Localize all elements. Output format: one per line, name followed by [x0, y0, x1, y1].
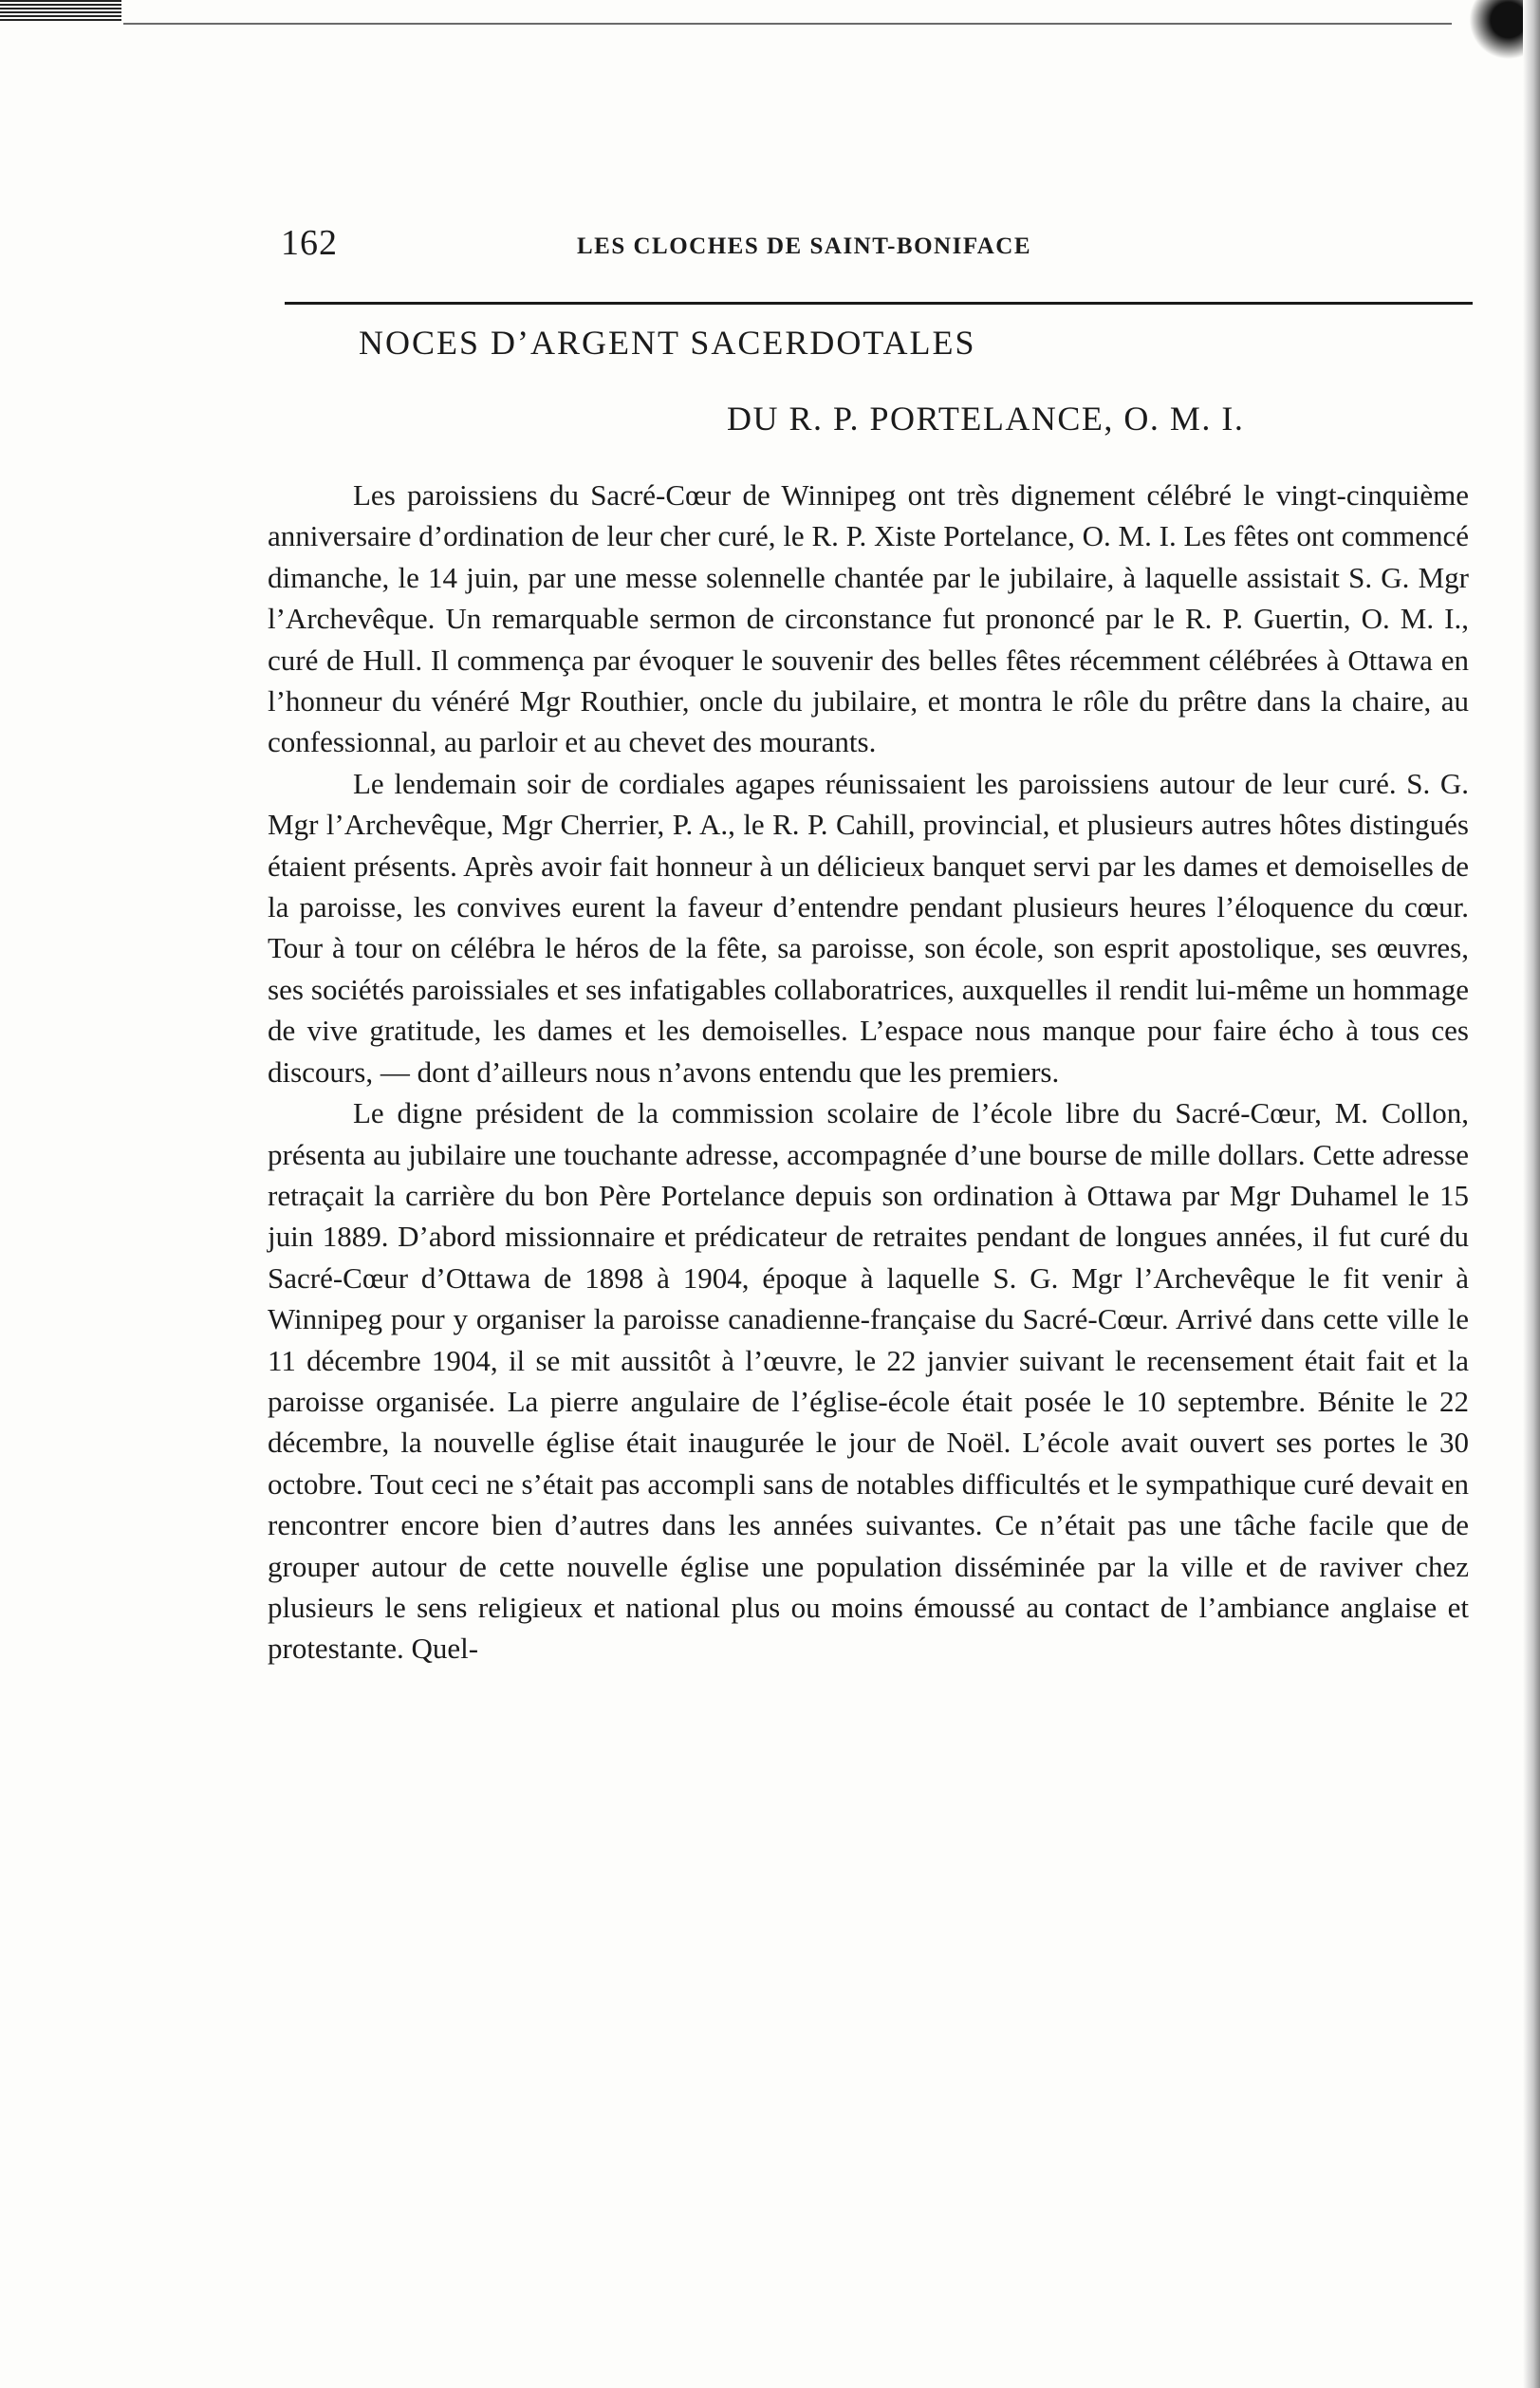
- running-title: LES CLOCHES DE SAINT-BONIFACE: [577, 233, 1032, 259]
- running-head: [281, 222, 1473, 279]
- article-body: [268, 475, 1469, 2192]
- page-number: 162: [281, 223, 338, 263]
- paragraph: Le lendemain soir de cordiales agapes réunissaient les paroissiens autour de leur curé. S. G. Mgr l’Archevêque, Mgr Cherrier, P. A., le R. P. Cahill, provincial, et plusieurs autres hôtes distingués étaient présents. Après avoir fait honneur à un délicieux banquet servi par les dames et demoiselles de la paroisse, les convives eurent la faveur d’entendre pendant plusieurs heures l’éloquence du cœur. Tour à tour on célébra le héros de la fête, sa paroisse, son école, son esprit apostolique, ses œuvres, ses sociétés paroissiales et ses infatigables collaboratrices, auxquelles il rendit lui-même un hommage de vive gratitude, les dames et les demoiselles. L’espace nous manque pour faire écho à tous ces discours, — dont d’ailleurs nous n’avons entendu que les premiers.: [268, 766, 1469, 1089]
- article-title: NOCES D’ARGENT SACERDOTALES: [359, 324, 976, 362]
- header-rule: [285, 302, 1473, 305]
- scan-top-edge-line: [123, 23, 1452, 25]
- scan-corner-shadow: [1466, 0, 1527, 66]
- scan-page-edge: [1523, 0, 1540, 2388]
- paragraph: Les paroissiens du Sacré-Cœur de Winnipeg ont très dignement célébré le vingt-cinquième anniversaire d’ordination de leur cher curé, le R. P. Xiste Portelance, O. M. I. Les fêtes ont commencé dimanche, le 14 juin, par une messe solennelle chantée par le jubilaire, à laquelle assistait S. G. Mgr l’Archevêque. Un remarquable sermon de circonstance fut prononcé par le R. P. Guertin, O. M. I., curé de Hull. Il commença par évoquer le souvenir des belles fêtes récemment célébrées à Ottawa en l’honneur du vénéré Mgr Routhier, oncle du jubilaire, et montra le rôle du prêtre dans la chaire, au confessionnal, au parloir et au chevet des mourants.: [268, 478, 1469, 759]
- paragraph: Le digne président de la commission scolaire de l’école libre du Sacré-Cœur, M. Collon, présenta au jubilaire une touchante adresse, accompagnée d’une bourse de mille dollars. Cette adresse retraçait la carrière du bon Père Portelance depuis son ordination à Ottawa par Mgr Duhamel le 15 juin 1889. D’abord missionnaire et prédicateur de retraites pendant de longues années, il fut curé du Sacré-Cœur d’Ottawa de 1898 à 1904, époque à laquelle S. G. Mgr l’Archevêque le fit venir à Winnipeg pour y organiser la paroisse canadienne-française du Sacré-Cœur. Arrivé dans cette ville le 11 décembre 1904, il se mit aussitôt à l’œuvre, le 22 janvier suivant le recensement était fait et la paroisse organisée. La pierre angulaire de l’église-école était posée le 10 septembre. Bénite le 22 décembre, la nouvelle église était inaugurée le jour de Noël. L’école avait ouvert ses portes le 30 octobre. Tout ceci ne s’était pas accompli sans de notables difficultés et le sympathique curé devait en rencontrer encore bien d’autres dans les années suivantes. Ce n’était pas une tâche facile que de grouper autour de cette nouvelle église une population disséminée par la ville et de raviver chez plusieurs le sens religieux et national plus ou moins émoussé au contact de l’ambiance anglaise et protestante. Quel-: [268, 1096, 1469, 1666]
- scan-binding-artifact: [0, 0, 121, 21]
- article-subtitle: DU R. P. PORTELANCE, O. M. I.: [727, 400, 1245, 438]
